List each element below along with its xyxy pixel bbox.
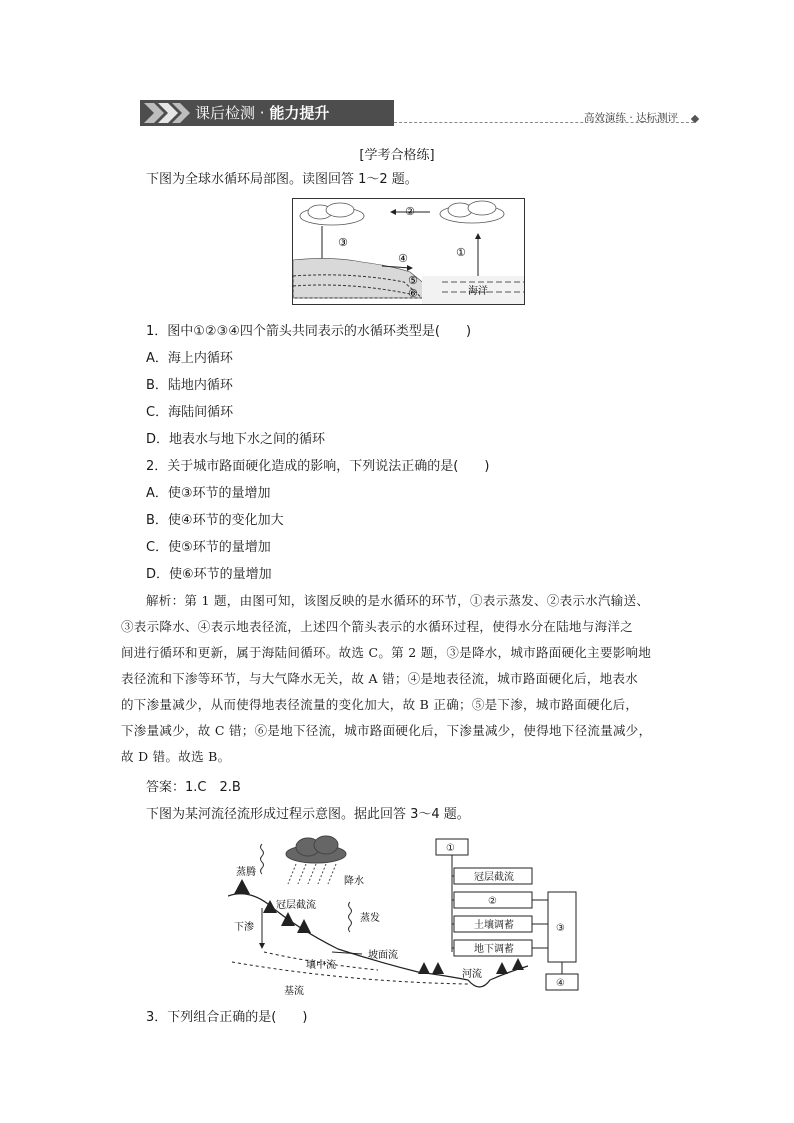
label-n5: ⑤ xyxy=(408,274,418,287)
label-slope-flow: 坡面流 xyxy=(368,950,398,961)
label-rain: 降水 xyxy=(344,876,364,887)
explanation-line: 间进行循环和更新，属于海陆间循环。故选 C。第 2 题，③是降水，城市路面硬化主要影响地 xyxy=(121,645,652,660)
q2-option-d: D．使⑥环节的量增加 xyxy=(146,567,272,582)
label-evap-left: 蒸腾 xyxy=(236,867,256,878)
water-cycle-figure xyxy=(292,198,526,306)
q3-stem: 3．下列组合正确的是( ) xyxy=(146,1010,308,1025)
explanation-line: 的下渗量减少，从而使得地表径流量的变化加大，故 B 正确；⑤是下渗，城市路面硬化后， xyxy=(121,697,639,712)
header-title xyxy=(195,103,329,123)
q1-option-a: A．海上内循环 xyxy=(146,351,233,366)
explanation-line: 故 D 错。故选 B。 xyxy=(121,749,231,764)
explanation-line: ③表示降水、④表示地表径流，上述四个箭头表示的水循环过程，使得水分在陆地与海洋之 xyxy=(121,619,634,634)
flow-box-1: ① xyxy=(446,843,455,854)
label-n4: ④ xyxy=(398,252,408,265)
flow-box-canopy: 冠层截流 xyxy=(474,872,514,883)
explanation-line: 下渗量减少，故 C 错；⑥是地下径流，城市路面硬化后，下渗量减少，使得地下径流量减少， xyxy=(121,723,652,738)
q1-option-d: D．地表水与地下水之间的循环 xyxy=(146,432,326,447)
label-baseflow: 基流 xyxy=(284,986,304,997)
label-n6: ⑥ xyxy=(408,287,418,300)
q1-stem: 1．图中①②③④四个箭头共同表示的水循环类型是( ) xyxy=(146,324,472,339)
flow-box-4: ④ xyxy=(556,978,565,989)
label-n2: ② xyxy=(405,205,415,218)
banner-chevron-icon xyxy=(140,100,200,126)
label-n3: ③ xyxy=(338,236,348,249)
runoff-figure xyxy=(228,834,588,1000)
explanation-line: 表径流和下渗等环节，与大气降水无关，故 A 错；④是地表径流，城市路面硬化后，地表水 xyxy=(121,671,639,686)
label-infil: 下渗 xyxy=(234,922,254,933)
label-ocean: 海洋 xyxy=(468,286,488,297)
q2-option-b: B．使④环节的变化加大 xyxy=(146,513,284,528)
q2-option-c: C．使⑤环节的量增加 xyxy=(146,540,271,555)
header-title-sep: · xyxy=(259,104,265,122)
answer: 答案：1.C 2.B xyxy=(146,780,241,795)
q1-option-b: B．陆地内循环 xyxy=(146,378,233,393)
header-title-part1: 课后检测 xyxy=(195,104,256,122)
q1-option-c: C．海陆间循环 xyxy=(146,405,234,420)
flow-box-2: ② xyxy=(488,896,497,907)
label-river: 河流 xyxy=(462,969,482,980)
intro-1: 下图为全球水循环局部图。读图回答 1～2 题。 xyxy=(146,172,418,187)
q2-option-a: A．使③环节的量增加 xyxy=(146,486,271,501)
flow-box-ground: 地下调蓄 xyxy=(474,944,514,955)
label-interflow: 壤中流 xyxy=(306,960,336,971)
section-title: [学考合格练] xyxy=(359,148,435,163)
flow-box-soil: 土壤调蓄 xyxy=(474,920,514,931)
label-evap: 蒸发 xyxy=(360,913,380,924)
label-n1: ① xyxy=(456,246,466,259)
header-title-part2: 能力提升 xyxy=(269,104,330,122)
intro-2: 下图为某河流径流形成过程示意图。据此回答 3～4 题。 xyxy=(146,807,470,822)
flow-box-3: ③ xyxy=(556,923,565,934)
q2-stem: 2．关于城市路面硬化造成的影响，下列说法正确的是( ) xyxy=(146,459,490,474)
rain-cloud-icon xyxy=(286,836,346,863)
header-right-text: 高效演练 · 达标测评 xyxy=(584,112,679,124)
label-canopy: 冠层截流 xyxy=(276,900,316,911)
explanation-line: 解析：第 1 题，由图可知，该图反映的是水循环的环节，①表示蒸发、②表示水汽输送、 xyxy=(146,593,650,608)
